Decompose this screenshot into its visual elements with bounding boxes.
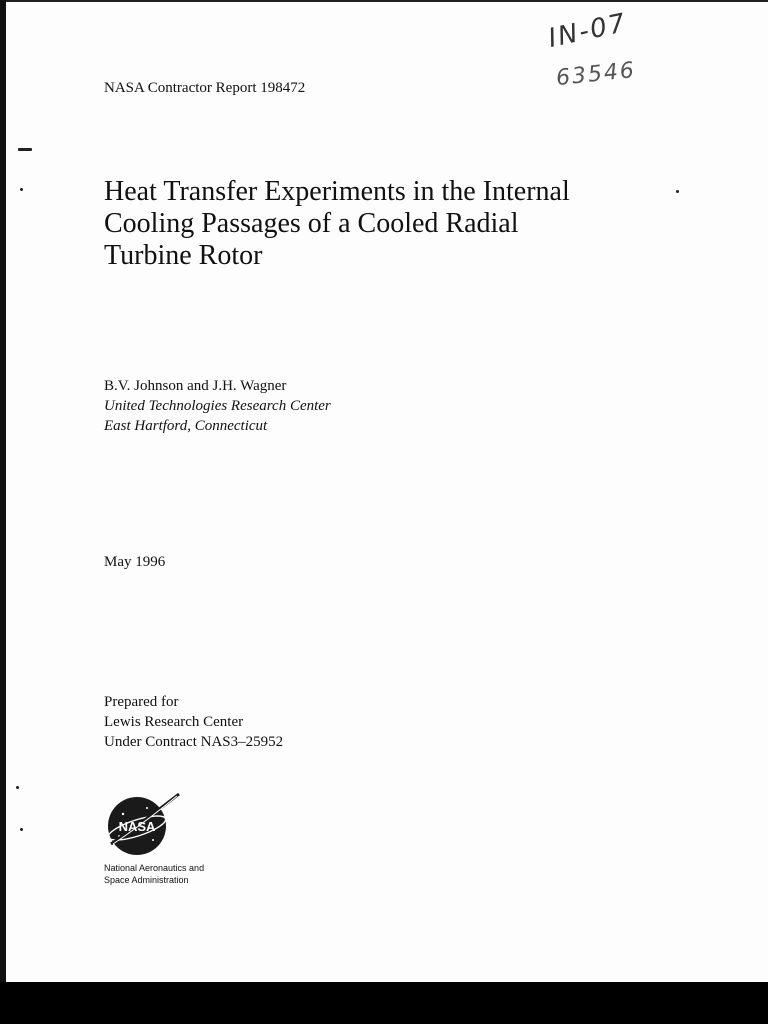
- prepared-for-contract: Under Contract NAS3–25952: [104, 734, 284, 750]
- nasa-logo-icon: [103, 792, 183, 856]
- report-number: NASA Contractor Report 198472: [104, 80, 306, 96]
- prepared-for-block: [104, 692, 283, 752]
- prepared-for-label: Prepared for: [104, 694, 179, 710]
- scan-top-edge: [0, 0, 768, 2]
- scan-speck: [18, 148, 32, 151]
- scan-speck: [676, 190, 679, 193]
- handwritten-note-number: 63546: [554, 57, 638, 92]
- agency-name: [104, 862, 204, 886]
- scan-left-edge: [0, 0, 6, 982]
- prepared-for-center: Lewis Research Center: [104, 714, 244, 730]
- author-names: B.V. Johnson and J.H. Wagner: [104, 378, 287, 394]
- author-location: East Hartford, Connecticut: [104, 418, 268, 434]
- handwritten-note-category: IN-07: [545, 8, 630, 54]
- agency-name-line: Space Administration: [104, 875, 189, 885]
- publication-date: May 1996: [104, 554, 166, 570]
- scan-speck: [20, 188, 23, 191]
- document-title: [104, 176, 664, 272]
- title-line: Cooling Passages of a Cooled Radial: [104, 208, 519, 239]
- scan-speck: [20, 828, 23, 831]
- author-block: [104, 376, 331, 436]
- scan-bottom-edge: [0, 982, 768, 1024]
- title-line: Heat Transfer Experiments in the Internal: [104, 176, 570, 207]
- scan-speck: [16, 786, 19, 789]
- nasa-logo-text: NASA: [118, 819, 156, 834]
- title-line: Turbine Rotor: [104, 240, 263, 271]
- agency-name-line: National Aeronautics and: [104, 863, 205, 873]
- author-organization: United Technologies Research Center: [104, 398, 331, 414]
